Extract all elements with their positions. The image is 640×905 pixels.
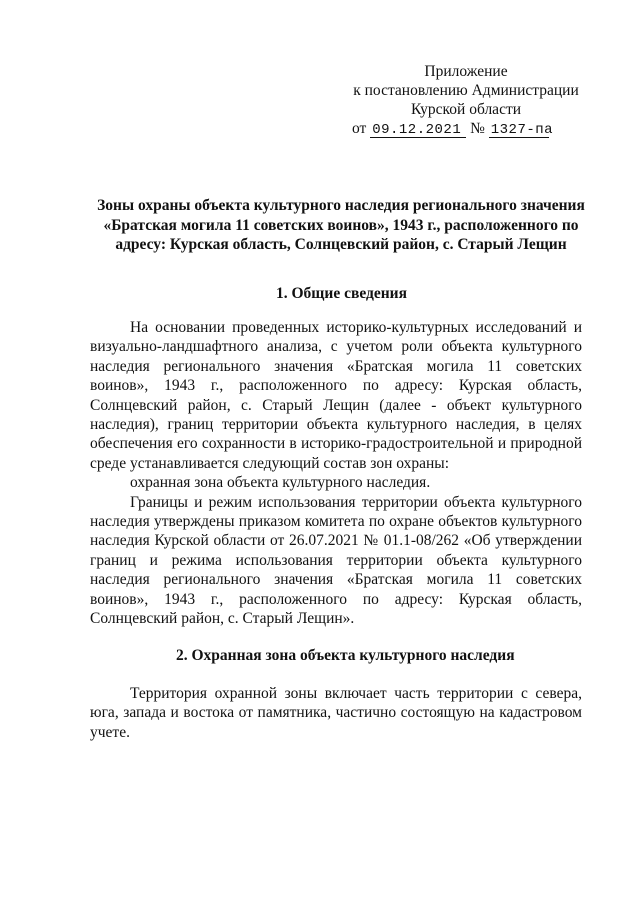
section-1-paragraph-2: Границы и режим использования территории объекта культурного наследия утверждены приказом комитета по охране объектов культурного наследия Курской области от 26.07.2021 № 01.1-08/262 «Об утверждении границ и режима использования территории объекта культурного наследия регионального значения «Братская могила 11 советских воинов», 1943 г., расположенного по адресу: Курская область, Солнцевский район, с. Старый Лещин». (90, 493, 582, 628)
title-line-2: «Братская могила 11 советских воинов», 1943 г., расположенного по (103, 216, 579, 234)
section-1-paragraph-1: На основании проведенных историко-культурных исследований и визуально-ландшафтного анализа, с учетом роли объекта культурного наследия регионального значения «Братская могила 11 советских воинов», 1943 г., расположенного по адресу: Курская область, Солнцевский район, с. Старый Лещин (далее - объект культурного наследия), границ территории объекта культурного наследия, в целях обеспечения его сохранности в историко-градостроительной и природной среде устанавливается следующий состав зон охраны: (90, 319, 582, 472)
section-2-heading: 2. Охранная зона объекта культурного наследия (176, 647, 515, 664)
section-2-paragraph-1: Территория охранной зоны включает часть территории с севера, юга, запада и востока от памятника, частично состоящую на кадастровом учете. (90, 685, 582, 741)
appendix-header (352, 62, 580, 138)
number-prefix: № (470, 120, 485, 137)
registration-row (352, 119, 580, 138)
title-line-1: Зоны охраны объекта культурного наследия регионального значения (97, 197, 585, 214)
section-1-list-item: охранная зона объекта культурного наследия. (130, 474, 431, 492)
registration-number: 1327-па (490, 122, 554, 138)
title-line-3: адресу: Курская область, Солнцевский район, с. Старый Лещин (115, 236, 567, 253)
document-title (96, 196, 586, 255)
section-2-body (90, 684, 582, 742)
appendix-label: Приложение (424, 63, 508, 80)
date-prefix: от (352, 120, 367, 137)
section-1-body (90, 318, 582, 629)
appendix-resolution-line: к постановлению Администрации (353, 82, 579, 99)
registration-date: 09.12.2021 (370, 123, 466, 138)
section-1-heading: 1. Общие сведения (276, 285, 407, 302)
appendix-region-line: Курской области (410, 101, 522, 118)
